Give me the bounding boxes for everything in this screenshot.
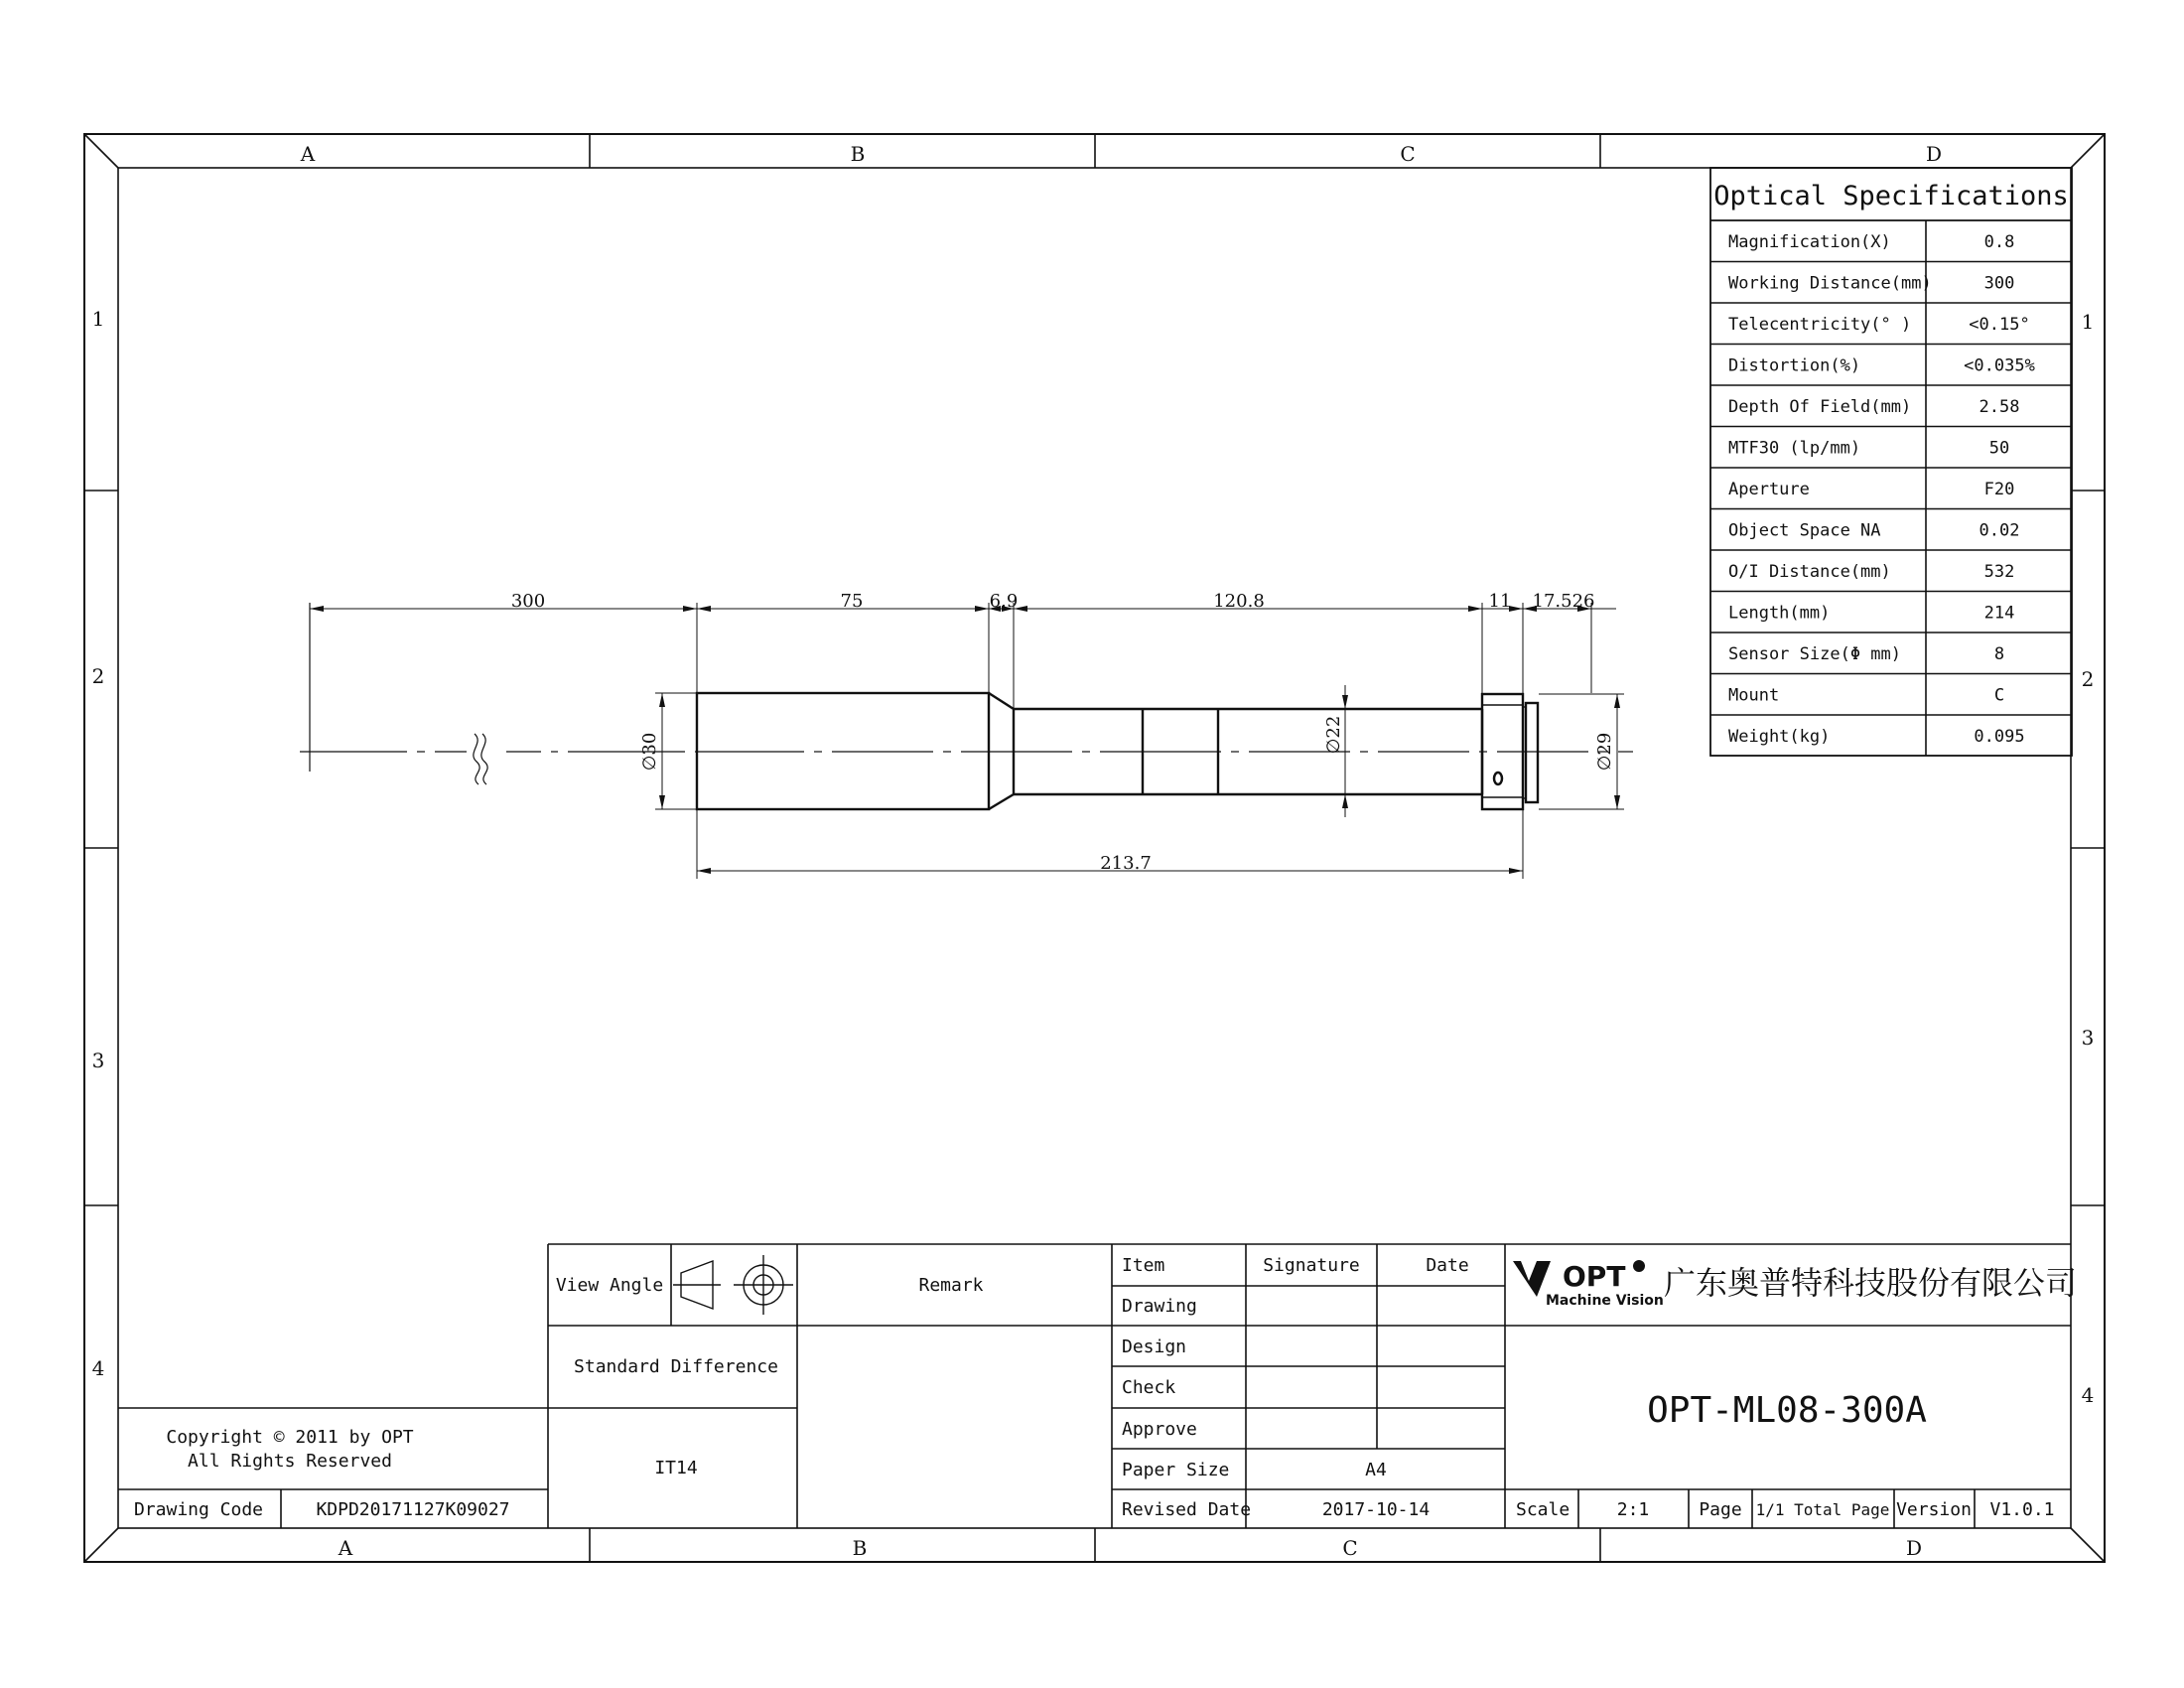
company-name: 广东奥普特科技股份有限公司 — [1664, 1264, 2078, 1302]
signature-label: Signature — [1263, 1255, 1360, 1276]
version-value: V1.0.1 — [1989, 1499, 2055, 1520]
dimension-arrows — [310, 606, 1620, 874]
dim-mount-length: 17.526 — [1532, 591, 1595, 612]
revised-date-value: 2017-10-14 — [1321, 1499, 1431, 1520]
spec-label: Telecentricity(° ) — [1728, 315, 1912, 335]
zone-label-top-a: A — [300, 142, 316, 166]
row-label-right-4: 4 — [2081, 1383, 2095, 1407]
row-label-left-1: 1 — [91, 307, 105, 331]
extension-lines — [655, 603, 1624, 879]
zone-label-top-b: B — [850, 142, 866, 166]
optical-specifications-table — [1710, 168, 2072, 756]
design-label: Design — [1122, 1336, 1187, 1357]
part-number: OPT-ML08-300A — [1647, 1390, 1927, 1431]
total-page-value: 1/1 Total Page — [1755, 1500, 1890, 1519]
spec-label: Length(mm) — [1728, 603, 1831, 624]
spec-label: Magnification(X) — [1728, 232, 1891, 252]
row-label-left-4: 4 — [91, 1356, 105, 1380]
row-label-left-2: 2 — [91, 664, 105, 688]
paper-size-value: A4 — [1365, 1460, 1387, 1480]
specs-title: Optical Specifications — [1713, 181, 2069, 211]
copyright-line-2: All Rights Reserved — [188, 1451, 392, 1472]
row-label-right-2: 2 — [2081, 667, 2095, 691]
drawing-code-label: Drawing Code — [133, 1499, 264, 1520]
item-label: Item — [1122, 1255, 1165, 1276]
copyright-line-1: Copyright © 2011 by OPT — [166, 1427, 414, 1448]
spec-label: Distortion(%) — [1728, 355, 1861, 376]
spec-value: 50 — [1988, 438, 2010, 459]
revised-date-label: Revised Date — [1122, 1499, 1252, 1520]
row-label-right-1: 1 — [2081, 310, 2095, 334]
spec-value: 2.58 — [1979, 397, 2020, 417]
row-label-left-3: 3 — [91, 1049, 105, 1072]
remark-label: Remark — [918, 1275, 984, 1296]
zone-label-bottom-a: A — [338, 1536, 353, 1560]
check-label: Check — [1122, 1377, 1176, 1398]
dim-tube-length: 120.8 — [1213, 591, 1265, 612]
drawing-code-value: KDPD20171127K09027 — [316, 1499, 510, 1520]
zone-label-bottom-c: C — [1342, 1536, 1358, 1560]
spec-value: F20 — [1983, 480, 2015, 499]
spec-value: 8 — [1993, 644, 2005, 664]
approve-label: Approve — [1122, 1419, 1197, 1440]
spec-value: C — [1993, 685, 2005, 706]
standard-difference-label: Standard Difference — [574, 1356, 778, 1377]
logo-subtext: Machine Vision — [1546, 1293, 1664, 1309]
drawing-frame — [84, 134, 2105, 1562]
spec-label: Working Distance(mm) — [1728, 273, 1932, 294]
dim-diameter-tube: ∅22 — [1323, 715, 1344, 755]
spec-value: <0.15° — [1969, 315, 2030, 335]
dim-diameter-body: ∅30 — [639, 732, 660, 772]
zone-label-top-c: C — [1400, 142, 1416, 166]
date-label: Date — [1426, 1255, 1469, 1276]
spec-label: Mount — [1728, 685, 1780, 706]
spec-value: 300 — [1983, 273, 2015, 294]
scale-label: Scale — [1516, 1499, 1570, 1520]
logo-text: OPT — [1563, 1260, 1626, 1293]
spec-value: 214 — [1983, 603, 2015, 624]
tolerance-value: IT14 — [654, 1458, 698, 1478]
spec-label: Depth Of Field(mm) — [1728, 397, 1912, 417]
dim-diameter-mount: ∅29 — [1594, 732, 1615, 772]
zone-label-bottom-b: B — [852, 1536, 868, 1560]
spec-label: Object Space NA — [1728, 520, 1881, 541]
dimension-lines — [310, 609, 1617, 871]
dim-overall-length: 213.7 — [1100, 853, 1152, 874]
scale-value: 2:1 — [1616, 1499, 1650, 1520]
drawing-label: Drawing — [1122, 1296, 1197, 1317]
spec-label: Weight(kg) — [1728, 727, 1831, 747]
centerline — [300, 734, 1633, 784]
version-label: Version — [1896, 1499, 1972, 1520]
dim-taper: 6.9 — [989, 591, 1019, 612]
dim-working-distance: 300 — [510, 591, 546, 612]
zone-label-bottom-d: D — [1905, 1536, 1923, 1560]
view-angle-label: View Angle — [555, 1275, 664, 1296]
spec-value: <0.035% — [1964, 355, 2035, 376]
set-screw-mark — [1494, 773, 1502, 784]
spec-label: Sensor Size(Φ mm) — [1728, 644, 1901, 664]
spec-label: O/I Distance(mm) — [1728, 562, 1891, 582]
dim-body-length: 75 — [840, 591, 864, 612]
spec-label: Aperture — [1728, 480, 1810, 499]
spec-label: MTF30 (lp/mm) — [1728, 438, 1861, 459]
dim-flange: 11 — [1488, 591, 1512, 612]
first-angle-projection-icon — [673, 1255, 793, 1315]
spec-value: 532 — [1983, 562, 2015, 582]
page-label: Page — [1699, 1499, 1742, 1520]
spec-value: 0.095 — [1974, 727, 2025, 747]
opt-logo — [1513, 1260, 1664, 1309]
row-label-right-3: 3 — [2081, 1026, 2095, 1050]
spec-value: 0.8 — [1983, 232, 2015, 252]
spec-value: 0.02 — [1979, 520, 2020, 541]
paper-size-label: Paper Size — [1122, 1460, 1230, 1480]
zone-label-top-d: D — [1925, 142, 1943, 166]
